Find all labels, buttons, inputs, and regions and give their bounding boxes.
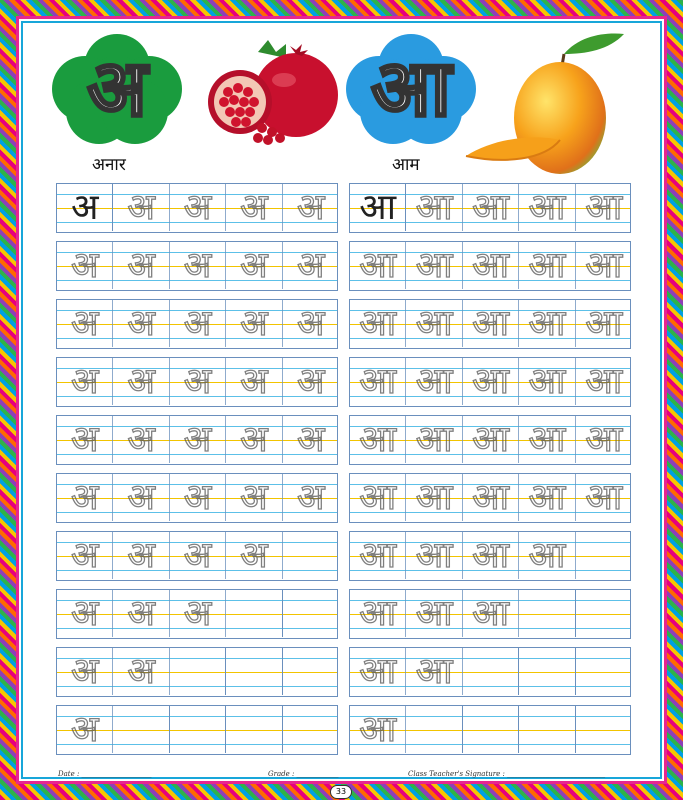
practice-block-left [56, 589, 338, 639]
trace-letter-cell[interactable]: आ [519, 300, 575, 347]
trace-letter-cell[interactable]: अ [57, 532, 113, 579]
blank-writing-cell[interactable] [283, 532, 339, 579]
practice-block-right [349, 647, 631, 697]
trace-letter-cell[interactable]: अ [113, 648, 169, 695]
trace-letter-cell[interactable]: आ [350, 416, 406, 463]
trace-letter-cell[interactable]: आ [519, 416, 575, 463]
trace-letter-cell[interactable]: आ [463, 532, 519, 579]
trace-letter-cell[interactable]: अ [297, 244, 325, 286]
trace-letter-cell[interactable]: अ [226, 474, 282, 521]
trace-letter-cell[interactable]: आ [350, 358, 406, 405]
trace-letter-cell[interactable]: आ [463, 300, 519, 347]
trace-letter-cell[interactable]: अ [57, 358, 113, 405]
practice-block-left [56, 183, 338, 233]
trace-letter-cell[interactable]: अ [113, 184, 169, 231]
trace-letter-cell[interactable]: आ [585, 302, 623, 344]
blank-writing-cell[interactable] [576, 532, 632, 579]
practice-row [56, 183, 631, 233]
trace-letter-cell[interactable]: आ [585, 244, 623, 286]
blank-writing-cell[interactable] [576, 648, 632, 695]
trace-letter-cell[interactable]: अ [113, 242, 169, 289]
trace-letter-cell[interactable]: आ [519, 242, 575, 289]
trace-letter-cell[interactable]: आ [463, 358, 519, 405]
trace-letter-cell[interactable]: अ [113, 590, 169, 637]
blank-writing-cell[interactable] [170, 706, 226, 753]
trace-letter-cell[interactable]: अ [170, 184, 226, 231]
page-number: 33 [330, 785, 352, 799]
model-letter-cell[interactable]: अ [57, 184, 113, 231]
trace-letter-cell[interactable]: आ [519, 532, 575, 579]
trace-letter-cell[interactable]: आ [406, 242, 462, 289]
trace-letter-cell[interactable]: आ [350, 474, 406, 521]
model-letter-cell[interactable]: आ [350, 184, 406, 231]
trace-letter-cell[interactable]: आ [463, 474, 519, 521]
trace-letter-cell[interactable]: आ [350, 648, 406, 695]
trace-letter-cell[interactable]: अ [297, 302, 325, 344]
trace-letter-cell[interactable]: आ [406, 300, 462, 347]
trace-letter-cell[interactable]: आ [406, 184, 462, 231]
trace-letter-cell[interactable]: अ [57, 474, 113, 521]
letter-a-heading: अ [87, 44, 147, 134]
practice-block-left [56, 299, 338, 349]
blank-writing-cell[interactable] [226, 590, 282, 637]
practice-row [56, 589, 631, 639]
trace-letter-cell[interactable]: आ [585, 418, 623, 460]
trace-letter-cell[interactable]: अ [57, 300, 113, 347]
trace-letter-cell[interactable]: आ [406, 416, 462, 463]
trace-letter-cell[interactable]: आ [350, 532, 406, 579]
blank-writing-cell[interactable] [519, 706, 575, 753]
grade-field-label: Grade : ____________ [268, 770, 339, 778]
trace-letter-cell[interactable]: अ [57, 416, 113, 463]
word-aam: आम [392, 155, 420, 175]
trace-letter-cell[interactable]: आ [406, 474, 462, 521]
practice-block-left [56, 531, 338, 581]
practice-row [56, 241, 631, 291]
mango-icon [464, 26, 634, 176]
blank-writing-cell[interactable] [463, 706, 519, 753]
trace-letter-cell[interactable]: अ [170, 590, 226, 637]
trace-letter-cell[interactable]: अ [57, 242, 113, 289]
blank-writing-cell[interactable] [576, 590, 632, 637]
trace-letter-cell[interactable]: अ [297, 476, 325, 518]
trace-letter-cell[interactable]: आ [585, 186, 623, 228]
blank-writing-cell[interactable] [519, 648, 575, 695]
practice-block-left [56, 415, 338, 465]
trace-letter-cell[interactable]: आ [350, 590, 406, 637]
practice-row [56, 299, 631, 349]
teacher-signature-label: Class Teacher's Signature : ____________________________ [408, 770, 606, 778]
trace-letter-cell[interactable]: आ [406, 648, 462, 695]
trace-letter-cell[interactable]: अ [113, 532, 169, 579]
practice-block-right [349, 299, 631, 349]
practice-block-right [349, 589, 631, 639]
practice-block-right [349, 357, 631, 407]
trace-letter-cell[interactable]: आ [406, 532, 462, 579]
trace-letter-cell[interactable]: अ [57, 648, 113, 695]
trace-letter-cell[interactable]: आ [406, 590, 462, 637]
trace-letter-cell[interactable]: आ [463, 590, 519, 637]
trace-letter-cell[interactable]: अ [113, 474, 169, 521]
trace-letter-cell[interactable]: अ [226, 242, 282, 289]
trace-letter-cell[interactable]: आ [585, 476, 623, 518]
practice-block-left [56, 241, 338, 291]
practice-row [56, 531, 631, 581]
practice-block-left [56, 357, 338, 407]
header [40, 26, 640, 176]
trace-letter-cell[interactable]: आ [350, 242, 406, 289]
trace-letter-cell[interactable]: अ [226, 416, 282, 463]
trace-letter-cell[interactable]: अ [57, 706, 113, 753]
blank-writing-cell[interactable] [226, 648, 282, 695]
trace-letter-cell[interactable]: अ [170, 242, 226, 289]
flower-badge-aa [346, 34, 476, 144]
practice-block-left [56, 473, 338, 523]
practice-block-right [349, 531, 631, 581]
trace-letter-cell[interactable]: अ [226, 300, 282, 347]
trace-letter-cell[interactable]: अ [226, 532, 282, 579]
blank-writing-cell[interactable] [283, 590, 339, 637]
trace-letter-cell[interactable]: आ [406, 358, 462, 405]
practice-row [56, 415, 631, 465]
trace-letter-cell[interactable]: अ [297, 418, 325, 460]
blank-writing-cell[interactable] [519, 590, 575, 637]
blank-writing-cell[interactable] [283, 706, 339, 753]
letter-aa-heading: आ [371, 44, 451, 134]
trace-letter-cell[interactable]: अ [297, 360, 325, 402]
trace-letter-cell[interactable]: आ [463, 416, 519, 463]
trace-letter-cell[interactable]: अ [297, 186, 325, 228]
pomegranate-icon [198, 40, 338, 150]
trace-letter-cell[interactable]: आ [463, 184, 519, 231]
trace-letter-cell[interactable]: अ [170, 416, 226, 463]
practice-block-right [349, 183, 631, 233]
blank-writing-cell[interactable] [170, 648, 226, 695]
practice-block-right [349, 415, 631, 465]
blank-writing-cell[interactable] [113, 706, 169, 753]
trace-letter-cell[interactable]: अ [170, 474, 226, 521]
practice-block-right [349, 705, 631, 755]
flower-badge-a [52, 34, 182, 144]
trace-letter-cell[interactable]: आ [350, 300, 406, 347]
trace-letter-cell[interactable]: अ [170, 300, 226, 347]
trace-letter-cell[interactable]: आ [350, 706, 406, 753]
practice-block-right [349, 241, 631, 291]
blank-writing-cell[interactable] [226, 706, 282, 753]
blank-writing-cell[interactable] [463, 648, 519, 695]
trace-letter-cell[interactable]: आ [519, 358, 575, 405]
trace-letter-cell[interactable]: अ [226, 184, 282, 231]
blank-writing-cell[interactable] [406, 706, 462, 753]
practice-block-left [56, 705, 338, 755]
trace-letter-cell[interactable]: अ [170, 532, 226, 579]
trace-letter-cell[interactable]: आ [585, 360, 623, 402]
practice-block-left [56, 647, 338, 697]
date-field-label: Date : ____________________ [58, 770, 152, 778]
trace-letter-cell[interactable]: अ [113, 358, 169, 405]
practice-row [56, 705, 631, 755]
trace-letter-cell[interactable]: आ [519, 474, 575, 521]
practice-row [56, 473, 631, 523]
trace-letter-cell[interactable]: अ [226, 358, 282, 405]
footer [58, 770, 633, 782]
trace-letter-cell[interactable]: आ [519, 184, 575, 231]
trace-letter-cell[interactable]: अ [113, 416, 169, 463]
blank-writing-cell[interactable] [283, 648, 339, 695]
word-anar: अनार [92, 155, 126, 175]
practice-block-right [349, 473, 631, 523]
trace-letter-cell[interactable]: अ [113, 300, 169, 347]
blank-writing-cell[interactable] [576, 706, 632, 753]
trace-letter-cell[interactable]: अ [170, 358, 226, 405]
trace-letter-cell[interactable]: आ [463, 242, 519, 289]
practice-row [56, 357, 631, 407]
trace-letter-cell[interactable]: अ [57, 590, 113, 637]
practice-row [56, 647, 631, 697]
